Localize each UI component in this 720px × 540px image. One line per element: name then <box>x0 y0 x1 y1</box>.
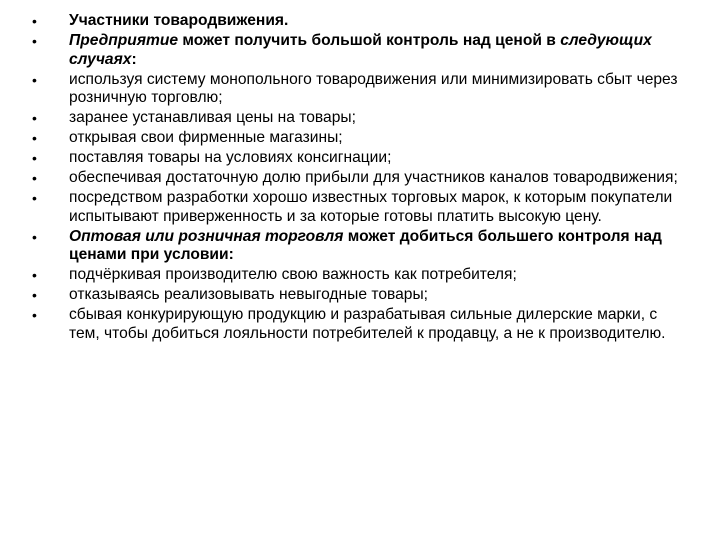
bullet-icon: • <box>32 150 37 166</box>
list-item <box>0 129 720 148</box>
item-text: используя систему монопольного товародвижения или минимизировать сбыт через розничную торговлю; <box>69 70 678 106</box>
item-text: поставляя товары на условиях консигнации; <box>69 149 392 166</box>
bullet-icon: • <box>32 267 37 283</box>
list-item <box>0 32 720 69</box>
item-text: открывая свои фирменные магазины; <box>69 129 343 146</box>
heading-text <box>69 228 662 264</box>
bullet-list <box>0 12 720 345</box>
bullet-icon: • <box>32 130 37 146</box>
bullet-icon: • <box>32 33 37 49</box>
list-item <box>0 189 720 226</box>
list-item <box>0 169 720 188</box>
heading-text: Участники товародвижения. <box>69 12 289 29</box>
heading-subject: Предприятие <box>69 32 179 49</box>
list-item <box>0 286 720 305</box>
heading-body: может добиться большего контроля над ценами при условии <box>69 227 662 263</box>
bullet-icon: • <box>32 71 37 88</box>
list-item <box>0 228 720 265</box>
item-text: подчёркивая производителю свою важность как потребителя; <box>69 266 517 283</box>
heading-subject: Оптовая или розничная торговля <box>69 227 344 245</box>
item-text: сбывая конкурирующую продукцию и разрабатывая сильные дилерские марки, с тем, чтобы добиться лояльности потребителей к продавцу, а не к производителю. <box>69 306 666 342</box>
bullet-icon: • <box>32 110 37 126</box>
bullet-icon: • <box>32 190 37 206</box>
list-item <box>0 306 720 343</box>
item-text: обеспечивая достаточную долю прибыли для участников каналов товародвижения; <box>69 169 678 186</box>
item-text: отказываясь реализовывать невыгодные товары; <box>69 286 428 303</box>
heading-colon: : <box>131 50 137 68</box>
bullet-icon: • <box>32 228 37 245</box>
list-item <box>0 149 720 168</box>
list-item <box>0 12 720 31</box>
heading-text <box>69 32 652 68</box>
bullet-icon: • <box>32 13 37 29</box>
bullet-icon: • <box>32 170 37 186</box>
item-text: посредством разработки хорошо известных торговых марок, к которым покупатели испытывают приверженность и за которые готовы платить высокую цену. <box>69 189 673 225</box>
item-text: заранее устанавливая цены на товары; <box>69 109 356 126</box>
list-item <box>0 266 720 285</box>
heading-emphasis: следующих случаях <box>69 32 652 68</box>
list-item <box>0 71 720 108</box>
list-item <box>0 109 720 128</box>
bullet-icon: • <box>32 287 37 303</box>
heading-body: может получить большой контроль над ценой в <box>178 32 561 49</box>
bullet-icon: • <box>32 307 37 323</box>
heading-colon: : <box>228 246 234 263</box>
